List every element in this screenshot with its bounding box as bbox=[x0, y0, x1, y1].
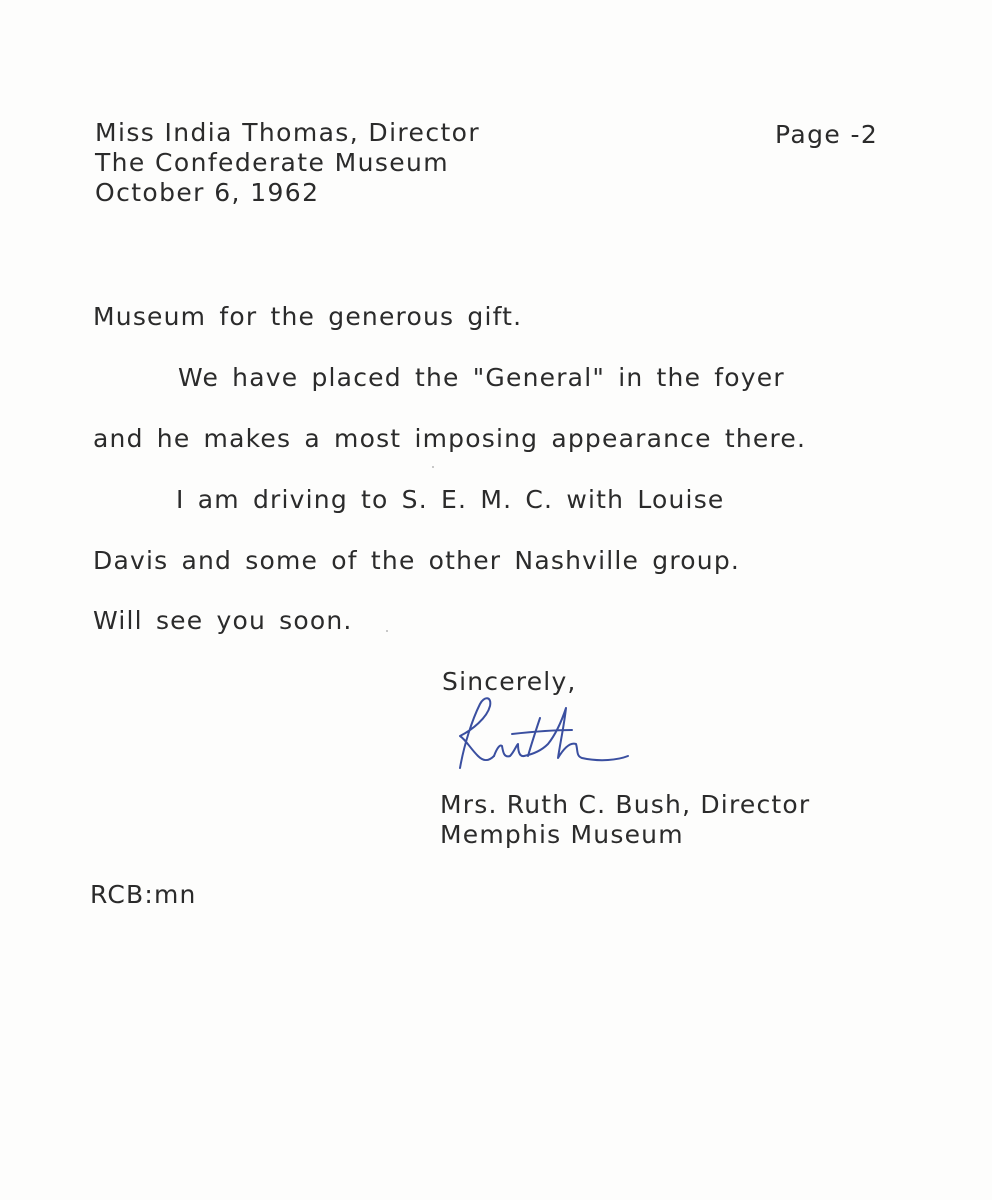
recipient-line: Miss India Thomas, Director bbox=[95, 118, 481, 147]
body-line-1: Museum for the generous gift. bbox=[93, 302, 523, 331]
closing-salutation: Sincerely, bbox=[442, 667, 577, 696]
paper-speck bbox=[432, 466, 434, 468]
handwritten-signature bbox=[450, 690, 640, 780]
signer-name-title: Mrs. Ruth C. Bush, Director bbox=[440, 790, 811, 819]
date-line: October 6, 1962 bbox=[95, 178, 320, 207]
page-number: Page -2 bbox=[775, 120, 879, 149]
body-line-2: We have placed the "General" in the foyer bbox=[178, 363, 785, 392]
signer-organization: Memphis Museum bbox=[440, 820, 684, 849]
body-line-5: Davis and some of the other Nashville group. bbox=[93, 546, 741, 575]
body-line-6: Will see you soon. bbox=[93, 606, 353, 635]
reference-initials: RCB:mn bbox=[90, 880, 197, 909]
body-line-4: I am driving to S. E. M. C. with Louise bbox=[176, 485, 725, 514]
body-line-3: and he makes a most imposing appearance there. bbox=[93, 424, 807, 453]
paper-speck bbox=[386, 630, 388, 632]
organization-line: The Confederate Museum bbox=[95, 148, 450, 177]
